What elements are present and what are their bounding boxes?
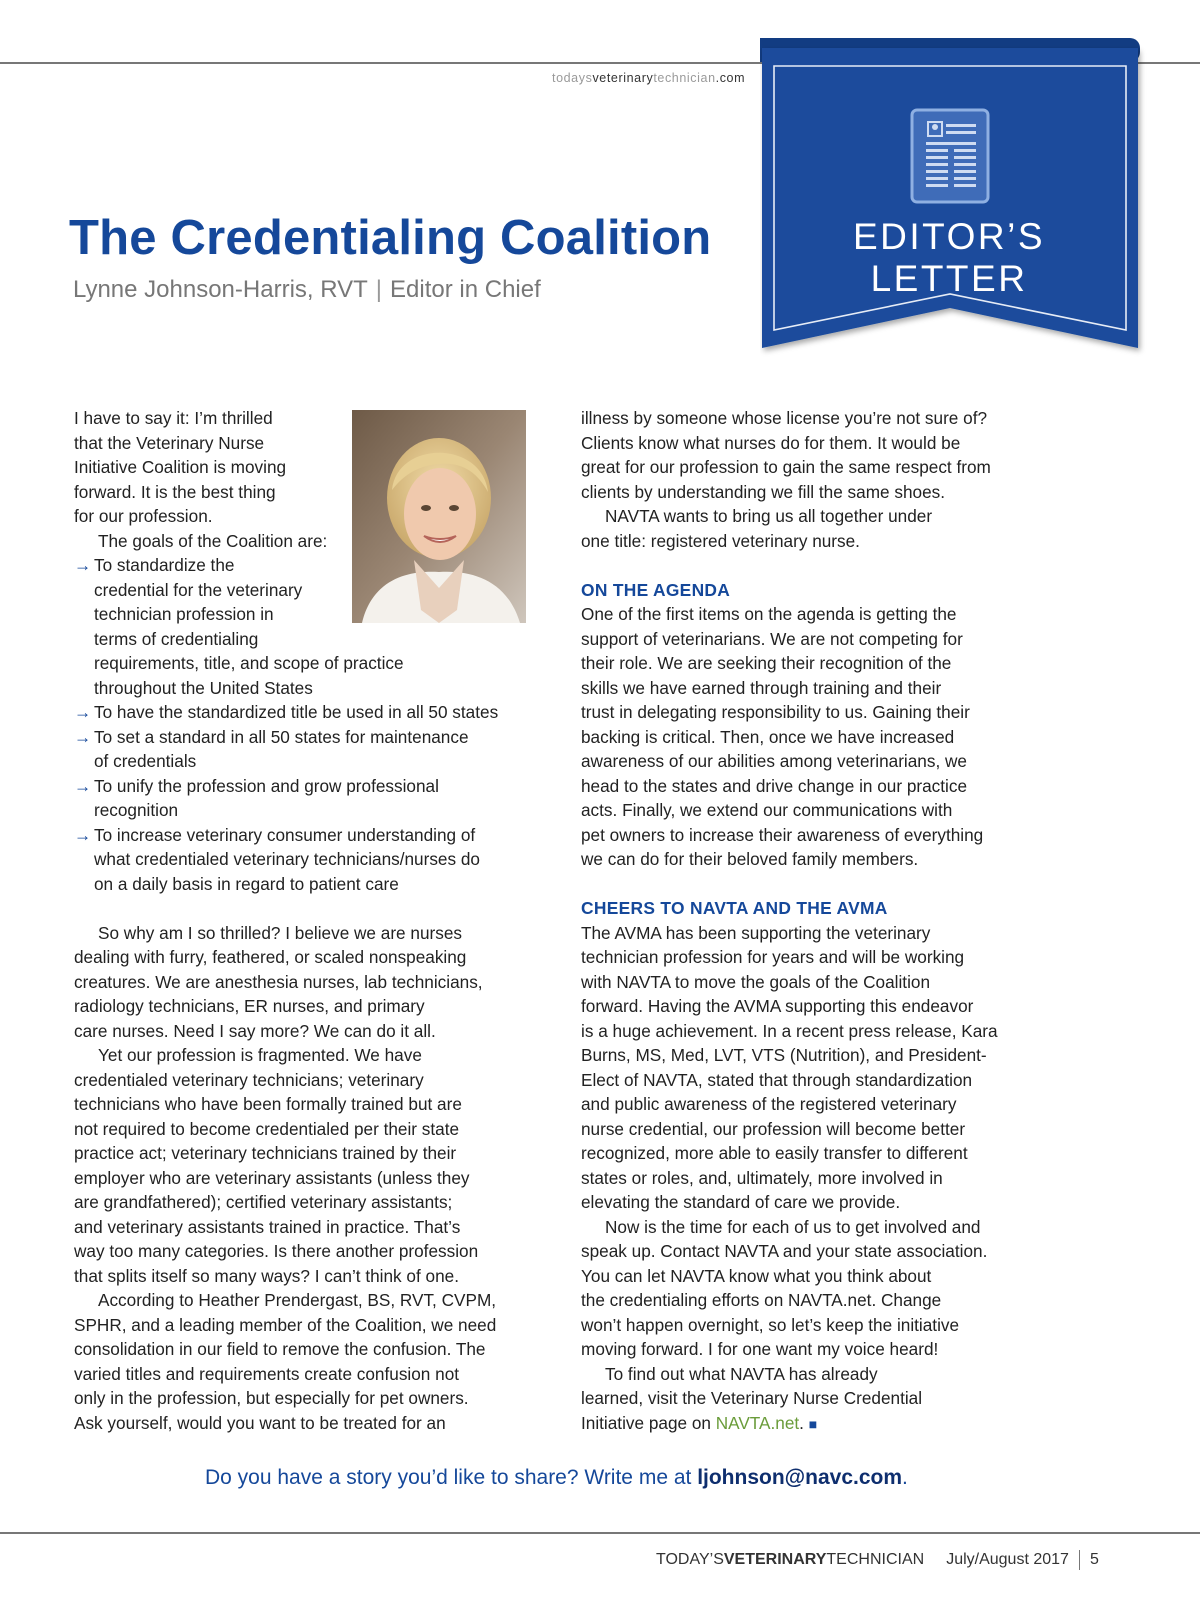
paragraph-line: Yet our profession is fragmented. We have [98, 1045, 422, 1065]
paragraph-line: moving forward. I for one want my voice heard! [581, 1339, 939, 1359]
magazine-name: TODAY’SVETERINARYTECHNICIAN [656, 1551, 925, 1569]
footer-divider [1079, 1550, 1080, 1570]
goal-bullet-line: terms of credentialing [94, 628, 259, 649]
paragraph-line: The AVMA has been supporting the veterinary [581, 922, 931, 943]
paragraph-line: states or roles, and, ultimately, more involved in [581, 1167, 943, 1188]
goal-bullet-line: credential for the veterinary [94, 579, 303, 600]
paragraph-line: creatures. We are anesthesia nurses, lab technicians, [74, 971, 483, 992]
paragraph-line: nurse credential, our profession will become better [581, 1118, 966, 1139]
navta-link[interactable]: NAVTA.net [715, 1412, 800, 1433]
paragraph-line: speak up. Contact NAVTA and your state association. [581, 1241, 988, 1261]
goal-bullet-line: technician profession in [94, 604, 274, 624]
paragraph-line: illness by someone whose license you’re not sure of? [581, 408, 988, 428]
paragraph-line: acts. Finally, we extend our communications with [581, 800, 953, 820]
goal-bullet-line: of credentials [94, 751, 197, 771]
paragraph-line: Ask yourself, would you want to be treated for an [74, 1412, 446, 1433]
paragraph-line: are grandfathered); certified veterinary assistants; [74, 1192, 453, 1212]
paragraph-line: support of veterinarians. We are not competing for [581, 628, 963, 649]
arrow-right-icon: → [74, 726, 92, 747]
paragraph-line: SPHR, and a leading member of the Coalition, we need [74, 1314, 497, 1335]
paragraph-line: practice act; veterinary technicians trained by their [74, 1143, 457, 1163]
paragraph-line: radiology technicians, ER nurses, and primary [74, 996, 425, 1016]
arrow-right-icon: → [74, 824, 92, 845]
editors-letter-banner [760, 38, 1138, 358]
paragraph-line: and public awareness of the registered veterinary [581, 1094, 957, 1114]
page-number: 5 [1089, 1551, 1099, 1569]
paragraph-line: varied titles and requirements create confusion not [74, 1363, 460, 1384]
page-footer [656, 1550, 1099, 1570]
arrow-right-icon: → [74, 555, 92, 575]
paragraph-line: employer who are veterinary assistants (unless they [74, 1167, 470, 1188]
intro-line: that the Veterinary Nurse [74, 432, 265, 453]
article-title: The Credentialing Coalition [69, 211, 712, 265]
right-column [581, 406, 1041, 1436]
paragraph-line: dealing with furry, feathered, or scaled nonspeaking [74, 947, 467, 967]
paragraph-line: elevating the standard of care we provide. [581, 1192, 901, 1212]
intro-line: for our profession. [74, 506, 213, 526]
goal-bullet: → To set a standard in all 50 states for maintenance [74, 725, 534, 750]
goal-bullet: → To increase veterinary consumer understanding of [74, 823, 534, 848]
issue-date: July/August 2017 [946, 1551, 1069, 1569]
intro-line: I have to say it: I’m thrilled [74, 408, 273, 428]
paragraph-line: Now is the time for each of us to get involved and [605, 1216, 981, 1237]
newsletter-document-icon [760, 38, 1192, 358]
goal-bullet: → To have the standardized title be used in all 50 states [74, 700, 534, 725]
goal-bullet: → To standardize the [74, 553, 534, 578]
arrow-right-icon: → [74, 702, 92, 722]
paragraph-line: that splits itself so many ways? I can’t think of one. [74, 1265, 459, 1286]
banner-line-1: EDITOR’S [852, 216, 1045, 257]
section-heading-cheers: CHEERS TO NAVTA AND THE AVMA [581, 898, 888, 918]
intro-line: forward. It is the best thing [74, 481, 276, 502]
byline-separator: | [375, 276, 383, 303]
paragraph-line: great for our profession to gain the same respect from [581, 457, 991, 477]
paragraph-line: their role. We are seeking their recognition of the [581, 653, 952, 673]
paragraph-line: One of the first items on the agenda is getting the [581, 604, 957, 624]
paragraph-line: and veterinary assistants trained in practice. That’s [74, 1216, 461, 1237]
site-url[interactable]: todaysveterinarytechnician.com [552, 71, 746, 85]
paragraph-line: credentialed veterinary technicians; veterinary [74, 1069, 424, 1090]
goal-bullet-line: throughout the United States [94, 677, 313, 698]
paragraph-line: one title: registered veterinary nurse. [581, 530, 860, 551]
paragraph-line: only in the profession, but especially for pet owners. [74, 1388, 469, 1408]
paragraph-line: trust in delegating responsibility to us. Gaining their [581, 702, 970, 722]
paragraph-line: To find out what NAVTA has already [605, 1363, 878, 1384]
closing-line: Initiative page on NAVTA.net. ■ [581, 1412, 818, 1433]
paragraph-line: Elect of NAVTA, stated that through standardization [581, 1069, 973, 1090]
goal-bullet-line: recognition [94, 800, 179, 820]
paragraph-line: we can do for their beloved family members. [581, 849, 919, 869]
paragraph-line: clients by understanding we fill the same shoes. [581, 481, 946, 502]
paragraph-line: So why am I so thrilled? I believe we are nurses [98, 922, 462, 943]
call-to-action: Do you have a story you’d like to share? Write me at ljohnson@navc.com. [205, 1466, 908, 1489]
paragraph-line: with NAVTA to move the goals of the Coalition [581, 971, 931, 992]
end-mark-icon: ■ [808, 1415, 818, 1432]
paragraph-line: Clients know what nurses do for them. It would be [581, 432, 961, 453]
paragraph-line: consolidation in our field to remove the confusion. The [74, 1339, 486, 1359]
goal-bullet: → To unify the profession and grow professional [74, 774, 534, 799]
footer-rule [0, 1532, 1200, 1534]
paragraph-line: recognized, more able to easily transfer to different [581, 1143, 968, 1163]
intro-line: Initiative Coalition is moving [74, 457, 287, 477]
banner-line-2: LETTER [870, 258, 1028, 299]
goals-intro: The goals of the Coalition are: [98, 530, 328, 551]
section-heading-agenda: ON THE AGENDA [581, 579, 731, 600]
paragraph-line: Burns, MS, Med, LVT, VTS (Nutrition), and President- [581, 1045, 987, 1065]
paragraph-line: won’t happen overnight, so let’s keep the initiative [581, 1314, 960, 1335]
paragraph-line: skills we have earned through training and their [581, 677, 942, 698]
editor-email-link[interactable]: ljohnson@navc.com [697, 1466, 903, 1489]
paragraph-line: awareness of our abilities among veterinarians, we [581, 751, 967, 771]
paragraph-line: pet owners to increase their awareness of everything [581, 824, 984, 845]
paragraph-line: is a huge achievement. In a recent press release, Kara [581, 1020, 998, 1041]
paragraph-line: care nurses. Need I say more? We can do it all. [74, 1020, 436, 1041]
paragraph-line: backing is critical. Then, once we have increased [581, 726, 955, 747]
paragraph-line: You can let NAVTA know what you think about [581, 1265, 932, 1286]
author-name: Lynne Johnson-Harris, RVT [73, 276, 368, 303]
paragraph-line: forward. Having the AVMA supporting this endeavor [581, 996, 974, 1016]
goal-bullet-line: requirements, title, and scope of practice [94, 653, 404, 673]
paragraph-line: way too many categories. Is there another profession [74, 1241, 479, 1261]
paragraph-line: not required to become credentialed per their state [74, 1118, 460, 1139]
goal-bullet-line: on a daily basis in regard to patient care [94, 873, 399, 894]
paragraph-line: learned, visit the Veterinary Nurse Credential [581, 1388, 923, 1408]
paragraph-line: technicians who have been formally trained but are [74, 1094, 462, 1114]
paragraph-line: NAVTA wants to bring us all together under [605, 506, 933, 526]
paragraph-line: According to Heather Prendergast, BS, RVT, CVPM, [98, 1290, 497, 1310]
left-column [74, 406, 534, 1435]
paragraph-line: technician profession for years and will be working [581, 947, 965, 967]
paragraph-line: head to the states and drive change in our practice [581, 775, 968, 796]
author-role: Editor in Chief [390, 276, 541, 303]
arrow-right-icon: → [74, 775, 92, 796]
goal-bullet-line: what credentialed veterinary technicians/nurses do [94, 849, 480, 869]
byline [73, 276, 541, 304]
paragraph-line: the credentialing efforts on NAVTA.net. Change [581, 1290, 942, 1310]
